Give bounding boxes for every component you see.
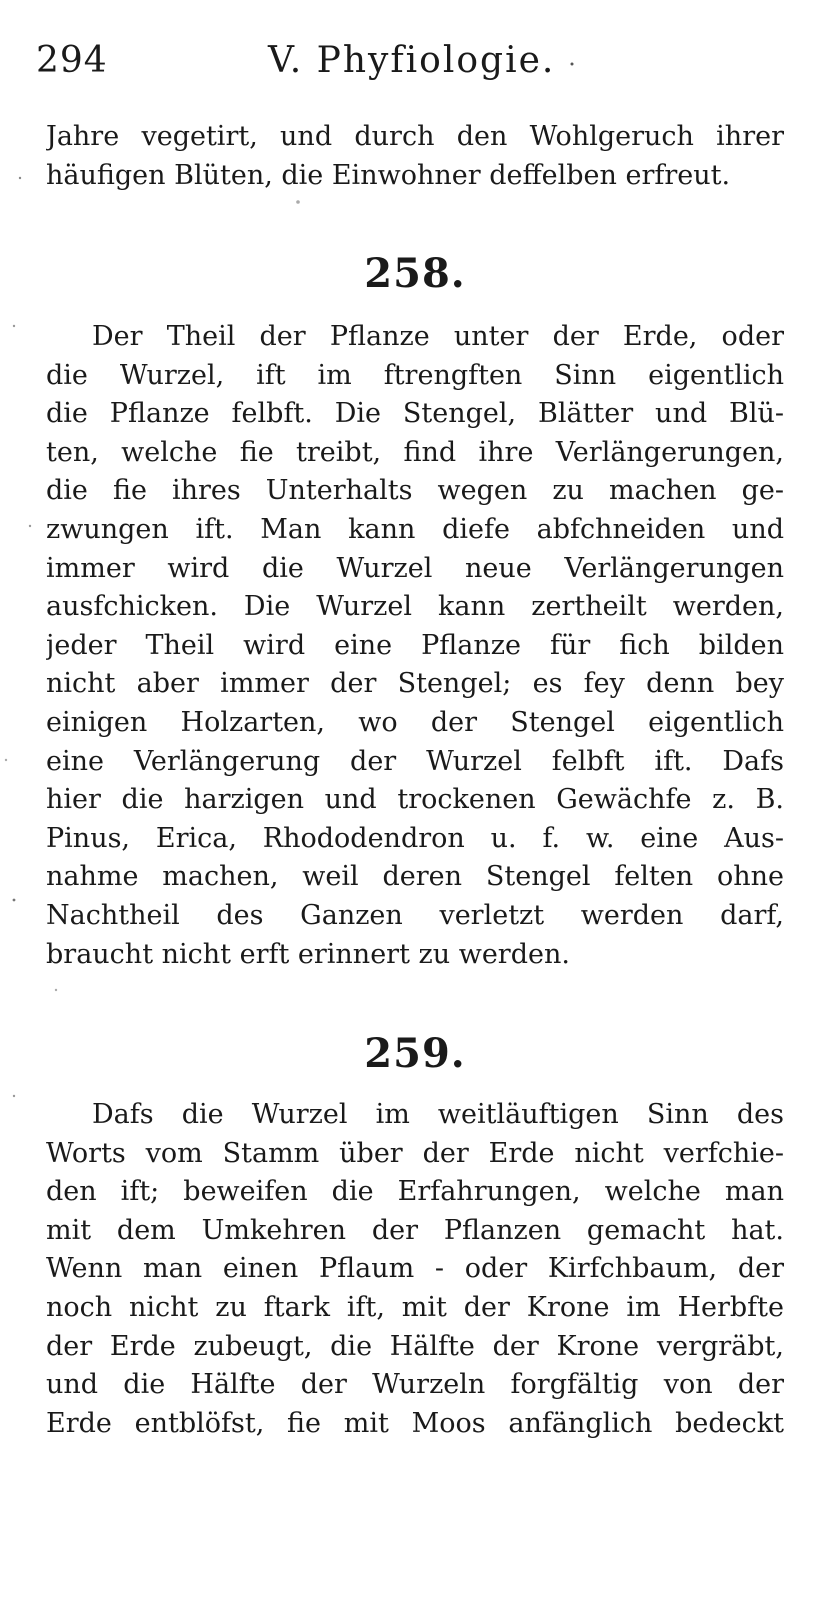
section-number-258: 258. — [364, 250, 466, 297]
speck — [5, 759, 7, 761]
section-258-paragraph — [46, 318, 784, 974]
text-line: die Pflanze felbft. Die Stengel, Blätter und Blü- — [46, 398, 784, 430]
continuation-paragraph — [46, 118, 784, 195]
text-line: ausfchicken. Die Wurzel kann zertheilt werden, — [46, 591, 784, 623]
text-line: immer wird die Wurzel neue Verlängerungen — [46, 552, 784, 584]
section-number-259: 259. — [364, 1030, 466, 1077]
text-line: Nachtheil des Ganzen verletzt werden darf, — [46, 899, 784, 931]
text-line: der Erde zubeugt, die Hälfte der Krone vergräbt, — [46, 1330, 784, 1362]
text-line: eine Verlängerung der Wurzel felbft ift. Dafs — [46, 745, 784, 777]
text-line: und die Hälfte der Wurzeln forgfältig von der — [46, 1369, 784, 1401]
text-line: zwungen ift. Man kann diefe abfchneiden und — [46, 513, 784, 545]
text-line: Wenn man einen Pflaum - oder Kirfchbaum, der — [46, 1253, 784, 1285]
speck — [13, 1095, 15, 1097]
text-line: Pinus, Erica, Rhododendron u. f. w. eine Aus- — [46, 822, 784, 854]
running-title: V. Phyfiologie. — [268, 40, 556, 81]
page-header — [36, 40, 796, 90]
text-line: häufigen Blüten, die Einwohner deffelben erfreut. — [46, 159, 731, 191]
speck — [13, 325, 15, 327]
speck — [13, 899, 16, 902]
text-line: noch nicht zu ftark ift, mit der Krone im Herbfte — [46, 1291, 784, 1323]
text-line: ten, welche fie treibt, find ihre Verlängerungen, — [46, 436, 784, 468]
speck — [296, 200, 300, 204]
text-line: braucht nicht erft erinnert zu werden. — [46, 938, 570, 970]
text-line: Dafs die Wurzel im weitläuftigen Sinn des — [92, 1099, 784, 1130]
text-line: Jahre vegetirt, und durch den Wohlgeruch ihrer — [46, 121, 784, 152]
speck — [55, 989, 57, 991]
text-line: den ift; beweifen die Erfahrungen, welche man — [46, 1176, 784, 1208]
speck — [29, 525, 31, 527]
text-line: Erde entblöfst, fie mit Moos anfänglich bedeckt — [46, 1407, 784, 1439]
text-line: einigen Holzarten, wo der Stengel eigentlich — [46, 706, 784, 738]
page-number: 294 — [36, 40, 108, 81]
text-line: nahme machen, weil deren Stengel felten ohne — [46, 861, 784, 893]
text-line: mit dem Umkehren der Pflanzen gemacht hat. — [46, 1214, 784, 1246]
section-259-paragraph — [46, 1096, 784, 1443]
text-line: Der Theil der Pflanze unter der Erde, oder — [92, 321, 784, 352]
text-line: die Wurzel, ift im ftrengften Sinn eigentlich — [46, 359, 784, 391]
text-line: die fie ihres Unterhalts wegen zu machen ge- — [46, 475, 784, 507]
text-line: nicht aber immer der Stengel; es fey denn bey — [46, 668, 784, 700]
speck — [19, 177, 21, 179]
text-line: Worts vom Stamm über der Erde nicht verfchie- — [46, 1137, 784, 1169]
text-line: jeder Theil wird eine Pflanze für fich bilden — [46, 629, 784, 661]
text-line: hier die harzigen und trockenen Gewächfe z. B. — [46, 784, 784, 816]
